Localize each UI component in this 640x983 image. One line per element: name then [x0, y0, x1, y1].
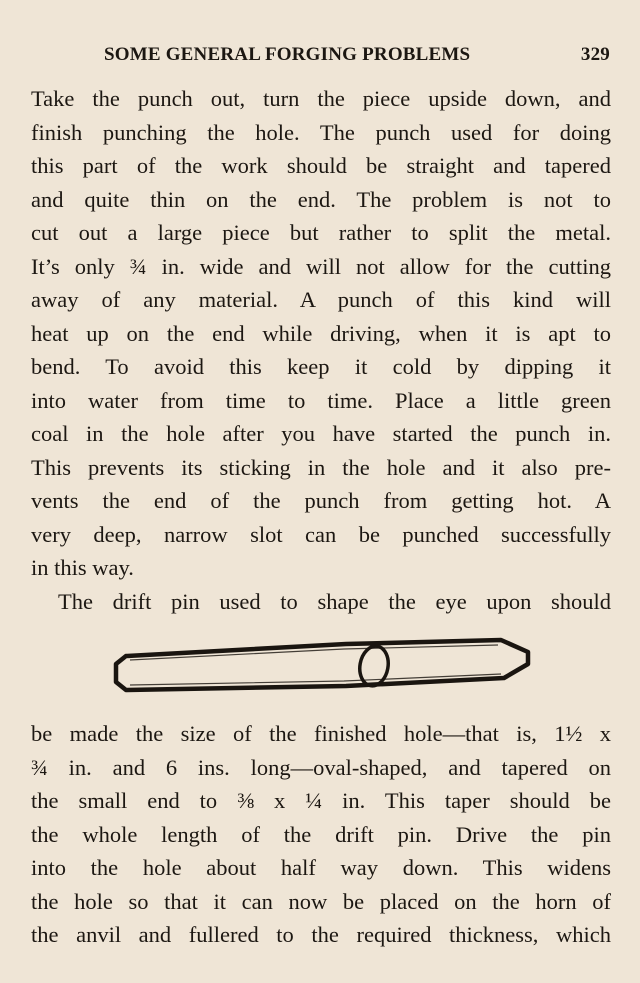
text-line: into the hole about half way down. This widens [31, 855, 611, 880]
text-line: the hole so that it can now be placed on the horn of [31, 888, 611, 914]
text-line: and quite thin on the end. The problem is not to [31, 186, 611, 212]
text-line: the whole length of the drift pin. Drive the pin [31, 821, 611, 847]
text-line: bend. To avoid this keep it cold by dipping it [31, 354, 611, 379]
text-line: ¾ in. and 6 ins. long—oval-shaped, and tapered on [31, 754, 611, 780]
text-line: in this way. [31, 555, 134, 580]
chapter-title: SOME GENERAL FORGING PROBLEMS [104, 44, 471, 65]
text-line: cut out a large piece but rather to split the metal. [31, 220, 611, 245]
text-line: heat up on the end while driving, when it is apt to [31, 320, 611, 346]
text-line: very deep, narrow slot can be punched successfully [31, 521, 611, 547]
text-line: Take the punch out, turn the piece upside down, and [31, 86, 611, 111]
drift-pin-illustration [106, 634, 536, 696]
text-line: be made the size of the finished hole—that is, 1½ x [31, 721, 611, 746]
text-line: into water from time to time. Place a little green [31, 387, 611, 413]
text-line: vents the end of the punch from getting hot. A [31, 488, 611, 513]
text-line: finish punching the hole. The punch used for doing [31, 119, 611, 145]
text-line: the small end to ⅜ x ¼ in. This taper should be [31, 788, 611, 813]
text-line: away of any material. A punch of this kind will [31, 287, 611, 312]
text-line: This prevents its sticking in the hole and it also pre- [31, 454, 611, 480]
page-number: 329 [580, 44, 610, 65]
text-line: coal in the hole after you have started the punch in. [31, 421, 611, 446]
running-header [104, 44, 610, 66]
text-line: the anvil and fullered to the required thickness, which [31, 922, 611, 947]
text-line: this part of the work should be straight and tapered [31, 153, 611, 178]
paragraph-2-first-line: The drift pin used to shape the eye upon should [58, 588, 611, 614]
text-line: It’s only ¾ in. wide and will not allow for the cutting [31, 253, 611, 279]
